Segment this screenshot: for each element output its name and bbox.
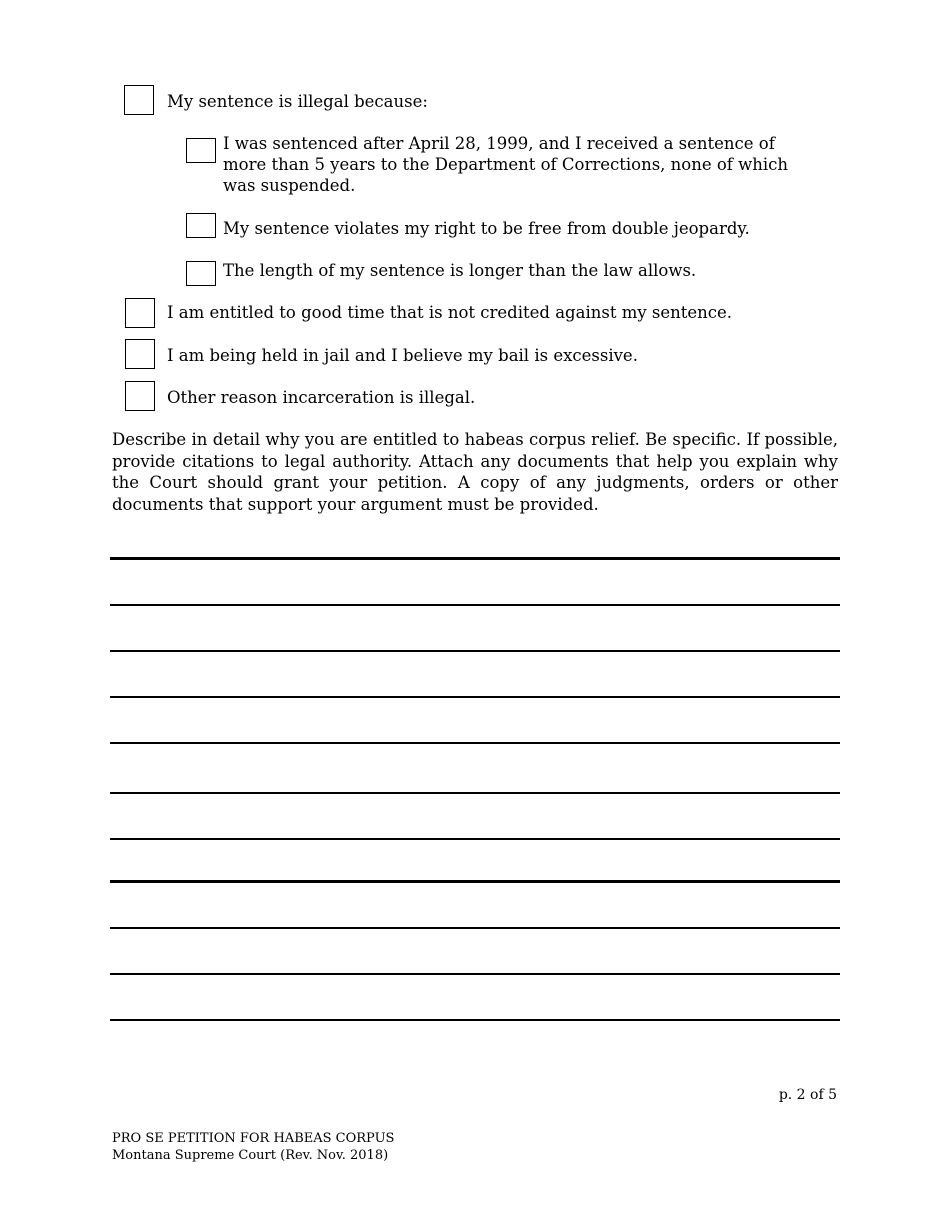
good-time-checkbox[interactable]	[125, 298, 155, 328]
other-reason-label: Other reason incarceration is illegal.	[167, 388, 476, 407]
writing-line[interactable]	[110, 792, 840, 794]
sentence-length-label: The length of my sentence is longer than the law allows.	[223, 261, 697, 280]
page-number: p. 2 of 5	[778, 1087, 837, 1103]
writing-line[interactable]	[110, 742, 840, 744]
excessive-bail-label: I am being held in jail and I believe my bail is excessive.	[167, 346, 638, 365]
footer	[112, 1131, 394, 1164]
excessive-bail-checkbox[interactable]	[125, 339, 155, 369]
writing-line[interactable]	[110, 927, 840, 929]
good-time-label: I am entitled to good time that is not credited against my sentence.	[167, 303, 733, 322]
writing-line[interactable]	[110, 696, 840, 698]
writing-line[interactable]	[110, 1019, 840, 1021]
other-reason-checkbox[interactable]	[125, 381, 155, 411]
writing-line[interactable]	[110, 880, 840, 883]
after-1999-label: I was sentenced after April 28, 1999, and I received a sentence of more than 5 years to the Department of Corrections, none of which was suspended.	[223, 134, 789, 195]
writing-line[interactable]	[110, 557, 840, 560]
double-jeopardy-label: My sentence violates my right to be free from double jeopardy.	[223, 219, 750, 238]
instructions-paragraph: Describe in detail why you are entitled to habeas corpus relief. Be specific. If possible, provide citations to legal authority. Attach any documents that help you explain why the Court should grant your petition. A copy of any judgments, orders or other documents that support your argument must be provided.	[112, 430, 838, 514]
footer-court-revision: Montana Supreme Court (Rev. Nov. 2018)	[112, 1147, 389, 1163]
writing-line[interactable]	[110, 650, 840, 652]
illegal-sentence-checkbox[interactable]	[124, 85, 154, 115]
double-jeopardy-checkbox[interactable]	[186, 213, 216, 238]
footer-form-title: PRO SE PETITION FOR HABEAS CORPUS	[112, 1131, 395, 1146]
writing-line[interactable]	[110, 973, 840, 975]
illegal-sentence-label: My sentence is illegal because:	[167, 92, 428, 111]
after-1999-checkbox[interactable]	[186, 138, 216, 163]
sentence-length-checkbox[interactable]	[186, 261, 216, 286]
writing-line[interactable]	[110, 604, 840, 606]
writing-line[interactable]	[110, 838, 840, 840]
